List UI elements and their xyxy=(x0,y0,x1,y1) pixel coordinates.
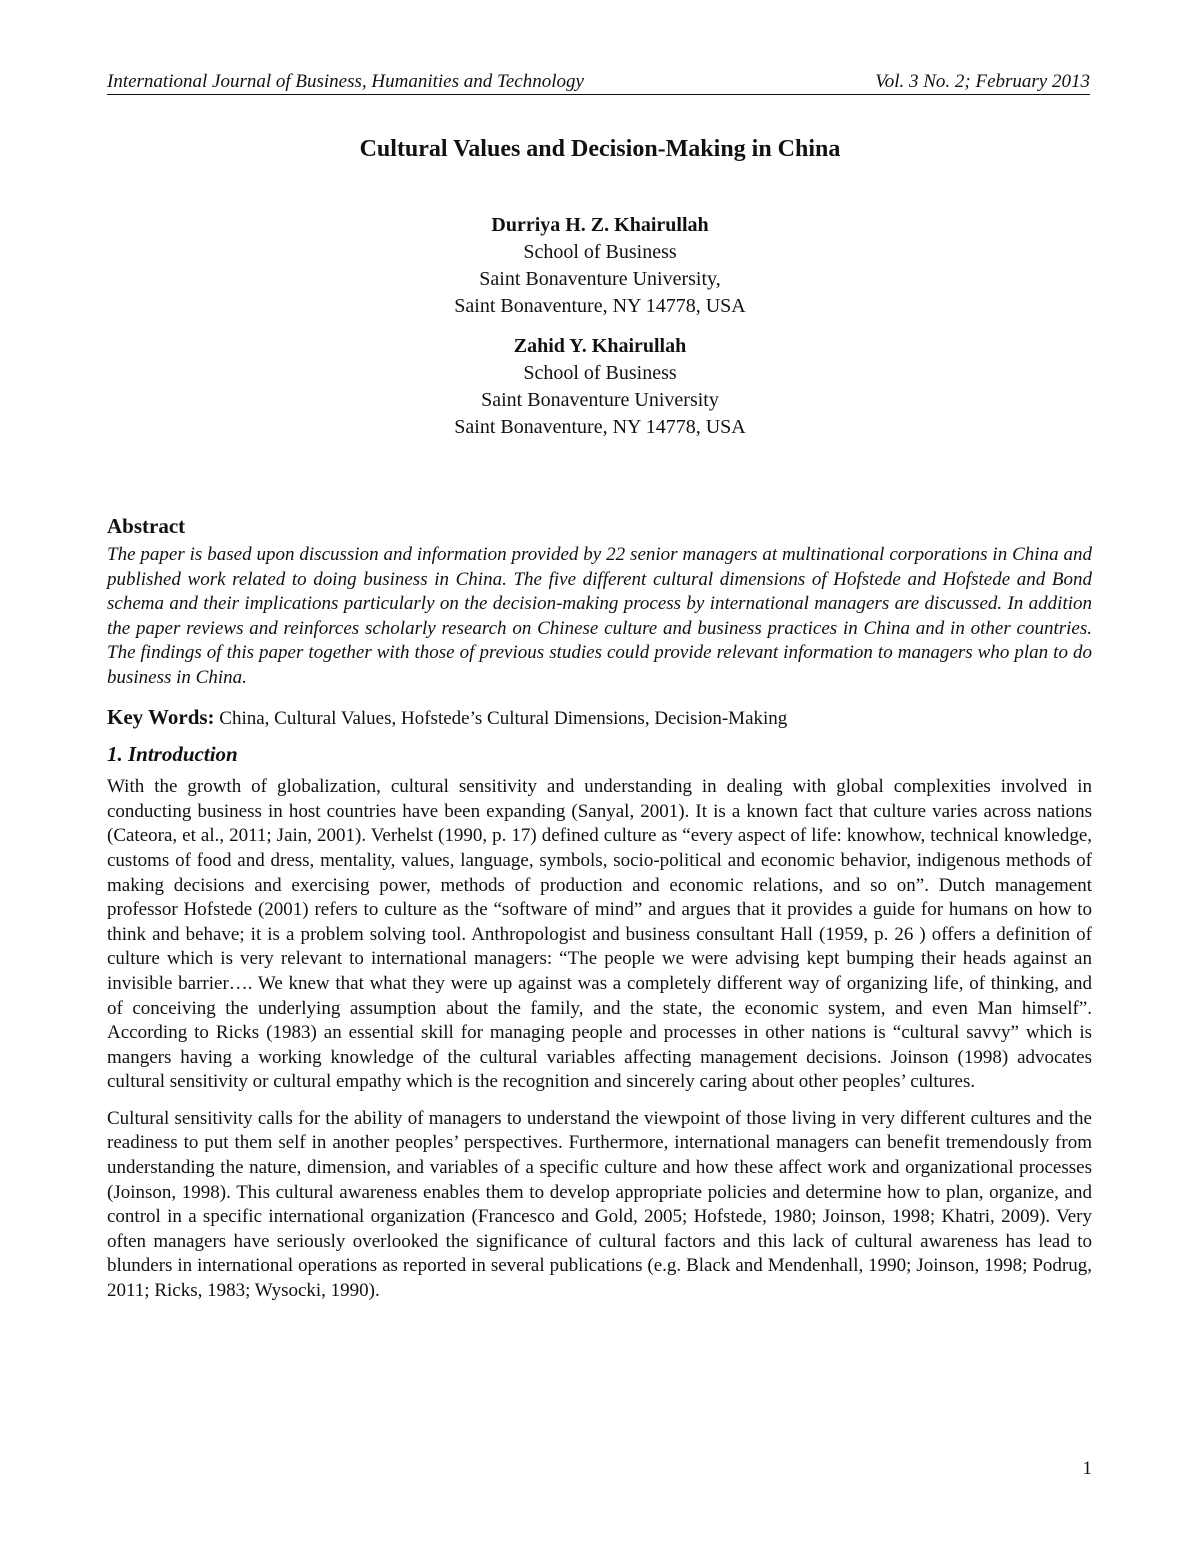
issue-info: Vol. 3 No. 2; February 2013 xyxy=(875,71,1090,92)
author-1 xyxy=(0,212,1200,320)
keywords-text: China, Cultural Values, Hofstede’s Cultural Dimensions, Decision-Making xyxy=(219,707,788,729)
introduction-heading: 1. Introduction xyxy=(107,742,238,767)
author-affiliation-line: Saint Bonaventure, NY 14778, USA xyxy=(454,416,746,438)
running-header xyxy=(107,70,1090,95)
paper-title: Cultural Values and Decision-Making in China xyxy=(359,136,841,162)
author-affiliation-line: Saint Bonaventure University xyxy=(481,389,719,411)
abstract-heading: Abstract xyxy=(107,514,186,538)
author-affiliation-line: School of Business xyxy=(523,362,677,384)
keywords-label: Key Words: xyxy=(107,704,215,729)
journal-name: International Journal of Business, Humanities and Technology xyxy=(107,71,584,92)
author-name: Zahid Y. Khairullah xyxy=(513,335,687,357)
author-name: Durriya H. Z. Khairullah xyxy=(491,214,709,236)
author-affiliation-line: School of Business xyxy=(523,241,677,263)
author-block xyxy=(0,212,1200,454)
author-affiliation-line: Saint Bonaventure, NY 14778, USA xyxy=(454,295,746,317)
page-number: 1 xyxy=(1082,1458,1092,1479)
author-2 xyxy=(0,333,1200,441)
author-affiliation-line: Saint Bonaventure University, xyxy=(479,268,721,290)
body-paragraph: With the growth of globalization, cultural sensitivity and understanding in dealing with global complexities involved in conducting business in host countries have been expanding (Sanyal, 2001). It is a known fact that culture varies across nations (Cateora, et al., 2011; Jain, 2001). Verhelst (1990, p. 17) defined culture as “every aspect of life: knowhow, technical knowledge, customs of food and dress, mentality, values, language, symbols, socio-political and economic behavior, indigenous methods of making decisions and exercising power, methods of production and economic relations, and so on”. Dutch management professor Hofstede (2001) refers to culture as the “software of mind” and argues that it provides a guide for humans on how to think and behave; it is a problem solving tool. Anthropologist and business consultant Hall (1959, p. 26 ) offers a definition of culture which is very relevant to international managers: “The people we were advising kept bumping their heads against an invisible barrier…. We knew that what they were up against was a completely different way of organizing life, of thinking, and of conceiving the underlying assumption about the family, and the state, the economic system, and even Man himself”. According to Ricks (1983) an essential skill for managing people and processes in other nations is “cultural savvy” which is mangers having a working knowledge of the cultural variables affecting management decisions. Joinson (1998) advocates cultural sensitivity or cultural empathy which is the recognition and sincerely caring about other peoples’ cultures. xyxy=(107,776,1092,1093)
keywords xyxy=(107,705,1092,732)
abstract-text: The paper is based upon discussion and information provided by 22 senior managers at multinational corporations in China and published work related to doing business in China. The five different cultural dimensions of Hofstede and Hofstede and Bond schema and their implications particularly on the decision-making process by international managers are discussed. In addition the paper reviews and reinforces scholarly research on Chinese culture and business practices in China and in other countries. The findings of this paper together with those of previous studies could provide relevant information to managers who plan to do business in China. xyxy=(107,544,1092,688)
main-content xyxy=(107,512,1092,1316)
body-paragraph: Cultural sensitivity calls for the ability of managers to understand the viewpoint of those living in very different cultures and the readiness to put them self in another peoples’ perspectives. Furthermore, international managers can benefit tremendously from understanding the nature, dimension, and variables of a specific culture and how these affect work and organizational processes (Joinson, 1998). This cultural awareness enables them to develop appropriate policies and determine how to plan, organize, and control in a specific international organization (Francesco and Gold, 2005; Hofstede, 1980; Joinson, 1998; Khatri, 2009). Very often managers have seriously overlooked the significance of cultural factors and this lack of cultural awareness has lead to blunders in international operations as reported in several publications (e.g. Black and Mendenhall, 1990; Joinson, 1998; Podrug, 2011; Ricks, 1983; Wysocki, 1990). xyxy=(107,1107,1092,1302)
